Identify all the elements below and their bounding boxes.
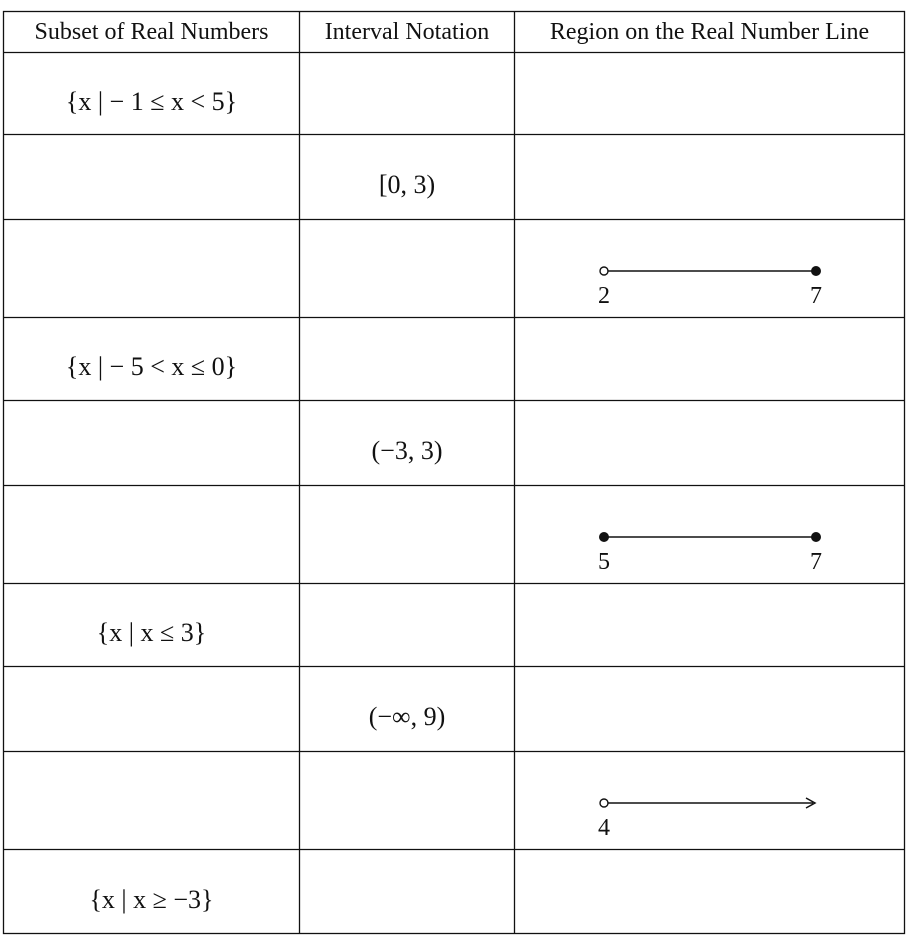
interval-cell-row-10 xyxy=(300,850,514,933)
header-subset: Subset of Real Numbers xyxy=(34,18,269,45)
number-line-row-9 xyxy=(515,752,904,849)
interval-cell-row-3 xyxy=(300,220,514,317)
interval-cell-row-8: (−∞, 9) xyxy=(368,702,446,731)
open-endpoint xyxy=(600,267,608,275)
subset-cell-row-6 xyxy=(4,486,299,583)
right-endpoint-label: 7 xyxy=(810,283,822,309)
interval-cell-row-5: (−3, 3) xyxy=(371,436,443,465)
header-region: Region on the Real Number Line xyxy=(549,18,870,45)
closed-endpoint xyxy=(599,532,609,542)
subset-cell-row-8 xyxy=(4,667,299,751)
subset-cell-row-7: {x | x ≤ 3} xyxy=(96,618,207,647)
number-line-row-3 xyxy=(515,220,904,317)
interval-cell-row-9 xyxy=(300,752,514,849)
subset-cell-row-5 xyxy=(4,401,299,485)
header-interval: Interval Notation xyxy=(324,18,490,45)
left-endpoint-label: 4 xyxy=(598,815,610,841)
subset-cell-row-3 xyxy=(4,220,299,317)
subset-cell-row-2 xyxy=(4,135,299,219)
interval-cell-row-1 xyxy=(300,53,514,134)
closed-endpoint xyxy=(811,532,821,542)
open-endpoint xyxy=(600,799,608,807)
interval-cell-row-2: [0, 3) xyxy=(378,170,436,199)
interval-cell-row-7 xyxy=(300,584,514,666)
interval-cell-row-4 xyxy=(300,318,514,400)
closed-endpoint xyxy=(811,266,821,276)
subset-cell-row-4: {x | − 5 < x ≤ 0} xyxy=(65,352,238,381)
subset-cell-row-1: {x | − 1 ≤ x < 5} xyxy=(65,86,238,116)
left-endpoint-label: 2 xyxy=(598,283,610,309)
left-endpoint-label: 5 xyxy=(598,549,610,575)
subset-cell-row-10: {x | x ≥ −3} xyxy=(89,884,214,914)
right-endpoint-label: 7 xyxy=(810,549,822,575)
number-line-row-6 xyxy=(515,486,904,583)
subset-cell-row-9 xyxy=(4,752,299,849)
interval-cell-row-6 xyxy=(300,486,514,583)
